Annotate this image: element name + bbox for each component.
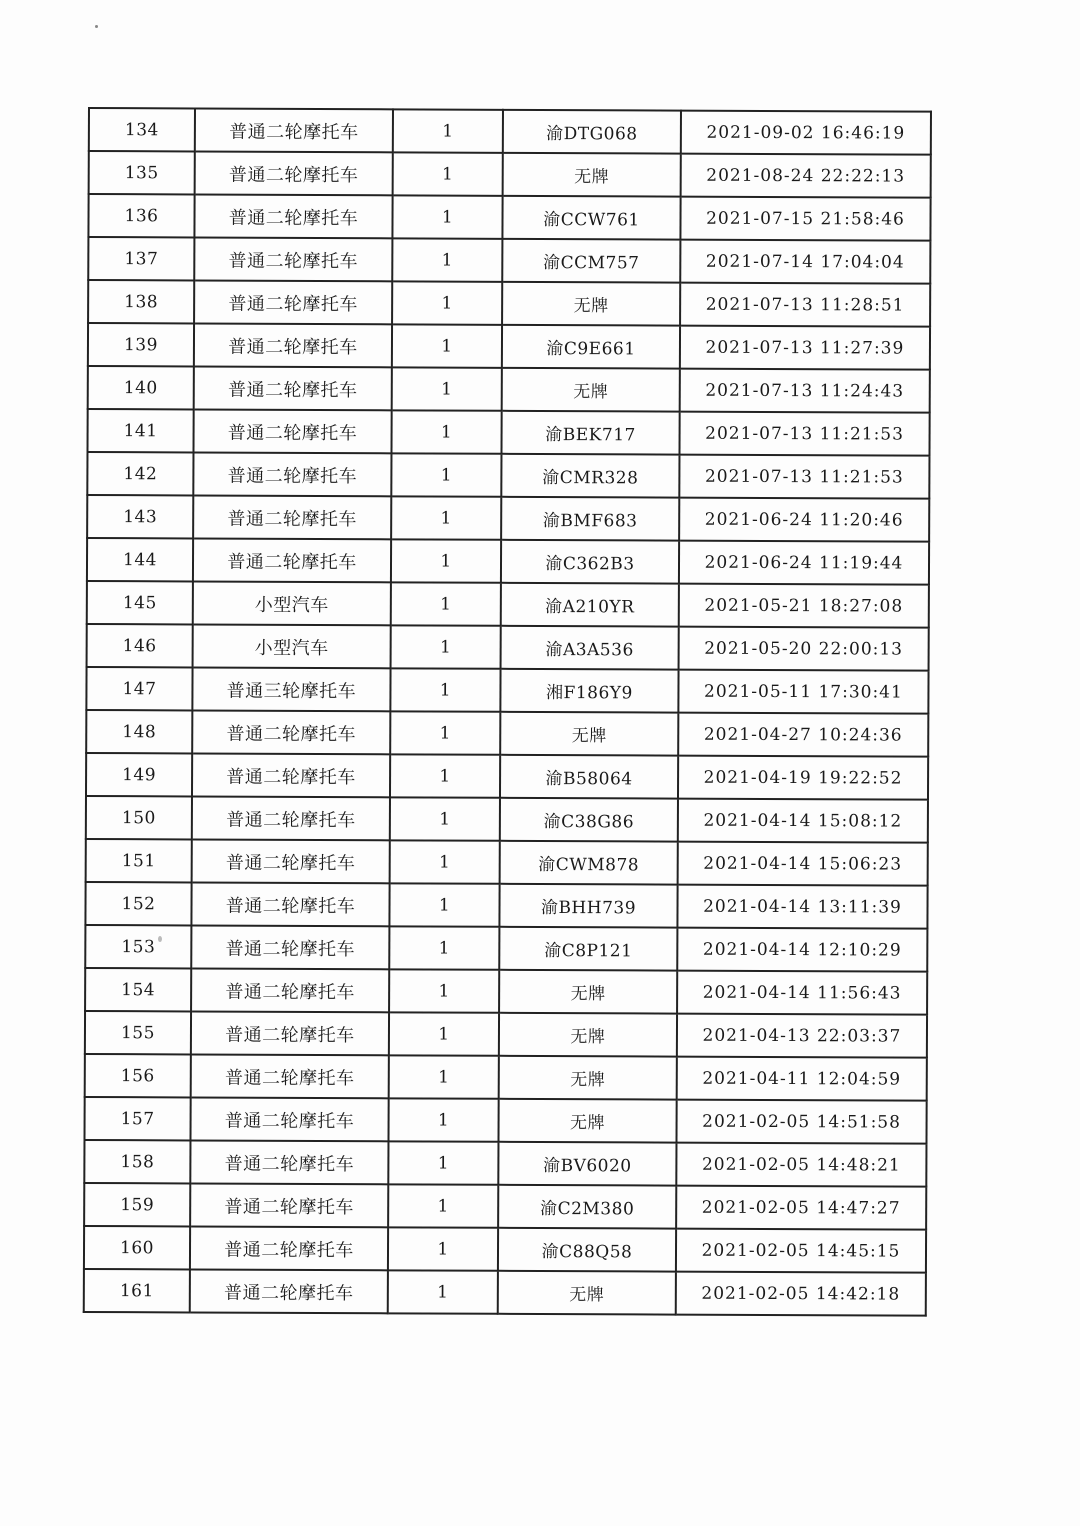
record-number-cell: 159 [84,1183,190,1226]
table-row [86,753,928,800]
record-number-cell: 136 [88,194,194,237]
plate-number-cell: 无牌 [498,1099,676,1143]
records-table-body [84,108,931,1316]
datetime-cell: 2021-04-13 22:03:37 [677,1014,927,1058]
plate-number-cell: 渝C9E661 [502,325,680,369]
plate-number-cell: 渝C2M380 [498,1185,676,1229]
quantity-cell: 1 [390,840,500,883]
datetime-cell: 2021-07-13 11:24:43 [680,369,930,413]
vehicle-type-cell: 普通二轮摩托车 [193,452,391,496]
vehicle-type-cell: 普通二轮摩托车 [195,108,393,152]
table-row [88,237,930,284]
vehicle-type-cell: 普通二轮摩托车 [191,882,389,926]
record-number-cell: 151 [86,839,192,882]
record-number-cell: 135 [89,151,195,194]
quantity-cell: 1 [389,883,499,926]
plate-number-cell: 渝C8P121 [499,927,677,971]
datetime-cell: 2021-04-14 12:10:29 [677,928,927,972]
table-row [85,968,927,1015]
quantity-cell: 1 [392,367,502,410]
plate-number-cell: 渝BV6020 [498,1142,676,1186]
datetime-cell: 2021-04-14 15:06:23 [678,842,928,886]
scan-speck [95,25,98,28]
vehicle-type-cell: 普通二轮摩托车 [191,968,389,1012]
plate-number-cell: 渝B58064 [500,755,678,799]
datetime-cell: 2021-02-05 14:51:58 [676,1100,926,1144]
quantity-cell: 1 [392,324,502,367]
quantity-cell: 1 [391,410,501,453]
plate-number-cell: 无牌 [502,368,680,412]
vehicle-type-cell: 普通二轮摩托车 [193,409,391,453]
record-number-cell: 148 [86,710,192,753]
vehicle-records-table [83,107,932,1317]
vehicle-type-cell: 普通二轮摩托车 [193,538,391,582]
record-number-cell: 150 [86,796,192,839]
vehicle-type-cell: 普通二轮摩托车 [194,237,392,281]
datetime-cell: 2021-04-14 15:08:12 [678,799,928,843]
table-row [87,538,929,585]
quantity-cell: 1 [388,1270,498,1313]
quantity-cell: 1 [392,238,502,281]
quantity-cell: 1 [388,1227,498,1270]
quantity-cell: 1 [389,926,499,969]
quantity-cell: 1 [389,1012,499,1055]
quantity-cell: 1 [388,1141,498,1184]
quantity-cell: 1 [391,625,501,668]
record-number-cell: 145 [87,581,193,624]
vehicle-type-cell: 普通二轮摩托车 [191,1054,389,1098]
vehicle-type-cell: 普通二轮摩托车 [193,495,391,539]
vehicle-type-cell: 普通二轮摩托车 [192,796,390,840]
vehicle-type-cell: 普通二轮摩托车 [191,925,389,969]
record-number-cell: 146 [87,624,193,667]
quantity-cell: 1 [390,711,500,754]
datetime-cell: 2021-09-02 16:46:19 [681,111,931,155]
record-number-cell: 138 [88,280,194,323]
plate-number-cell: 湘F186Y9 [500,669,678,713]
table-row [86,667,928,714]
table-row [87,581,929,628]
vehicle-type-cell: 普通二轮摩托车 [195,151,393,195]
datetime-cell: 2021-08-24 22:22:13 [681,154,931,198]
table-row [87,495,929,542]
plate-number-cell: 渝CCM757 [502,239,680,283]
record-number-cell: 140 [88,366,194,409]
plate-number-cell: 无牌 [499,970,677,1014]
plate-number-cell: 渝C362B3 [501,540,679,584]
plate-number-cell: 渝CMR328 [501,454,679,498]
plate-number-cell: 渝C38G86 [500,798,678,842]
plate-number-cell: 渝BMF683 [501,497,679,541]
table-row [87,452,929,499]
quantity-cell: 1 [391,539,501,582]
record-number-cell: 143 [87,495,193,538]
record-number-cell: 160 [84,1226,190,1269]
plate-number-cell: 渝C88Q58 [498,1228,676,1272]
table-row [86,710,928,757]
table-row [89,151,931,198]
plate-number-cell: 渝A3A536 [501,626,679,670]
vehicle-type-cell: 普通二轮摩托车 [192,710,390,754]
quantity-cell: 1 [392,195,502,238]
plate-number-cell: 渝BEK717 [501,411,679,455]
datetime-cell: 2021-04-27 10:24:36 [678,713,928,757]
quantity-cell: 1 [390,668,500,711]
vehicle-type-cell: 普通三轮摩托车 [192,667,390,711]
vehicle-type-cell: 普通二轮摩托车 [190,1097,388,1141]
table-row [89,108,931,155]
datetime-cell: 2021-07-13 11:21:53 [679,455,929,499]
table-row [84,1097,926,1144]
table-row [85,882,927,929]
datetime-cell: 2021-06-24 11:19:44 [679,541,929,585]
datetime-cell: 2021-05-20 22:00:13 [679,627,929,671]
vehicle-type-cell: 普通二轮摩托车 [194,280,392,324]
plate-number-cell: 渝BHH739 [499,884,677,928]
datetime-cell: 2021-02-05 14:48:21 [676,1143,926,1187]
record-number-cell: 141 [87,409,193,452]
table-row [84,1183,926,1230]
datetime-cell: 2021-04-14 13:11:39 [677,885,927,929]
plate-number-cell: 无牌 [503,153,681,197]
record-number-cell: 155 [85,1011,191,1054]
quantity-cell: 1 [389,969,499,1012]
plate-number-cell: 无牌 [500,712,678,756]
vehicle-type-cell: 普通二轮摩托车 [194,366,392,410]
vehicle-type-cell: 普通二轮摩托车 [190,1226,388,1270]
quantity-cell: 1 [388,1184,498,1227]
record-number-cell: 153 [85,925,191,968]
quantity-cell: 1 [393,109,503,152]
datetime-cell: 2021-07-15 21:58:46 [680,197,930,241]
records-table-wrapper [83,107,920,1317]
vehicle-type-cell: 普通二轮摩托车 [190,1269,388,1313]
table-row [85,925,927,972]
plate-number-cell: 渝DTG068 [503,110,681,154]
quantity-cell: 1 [390,797,500,840]
vehicle-type-cell: 普通二轮摩托车 [191,1011,389,1055]
table-row [86,839,928,886]
scan-speck [158,936,162,942]
record-number-cell: 142 [87,452,193,495]
datetime-cell: 2021-02-05 14:45:15 [676,1229,926,1273]
vehicle-type-cell: 普通二轮摩托车 [194,194,392,238]
record-number-cell: 161 [84,1269,190,1312]
table-row [88,323,930,370]
vehicle-type-cell: 普通二轮摩托车 [190,1140,388,1184]
record-number-cell: 139 [88,323,194,366]
vehicle-type-cell: 普通二轮摩托车 [194,323,392,367]
datetime-cell: 2021-07-13 11:27:39 [680,326,930,370]
datetime-cell: 2021-02-05 14:47:27 [676,1186,926,1230]
quantity-cell: 1 [391,453,501,496]
table-row [84,1140,926,1187]
quantity-cell: 1 [391,582,501,625]
table-row [88,366,930,413]
quantity-cell: 1 [389,1055,499,1098]
plate-number-cell: 无牌 [502,282,680,326]
quantity-cell: 1 [390,754,500,797]
table-row [88,194,930,241]
record-number-cell: 137 [88,237,194,280]
table-row [84,1269,926,1316]
plate-number-cell: 无牌 [499,1013,677,1057]
vehicle-type-cell: 小型汽车 [193,624,391,668]
quantity-cell: 1 [388,1098,498,1141]
plate-number-cell: 渝A210YR [501,583,679,627]
datetime-cell: 2021-04-14 11:56:43 [677,971,927,1015]
record-number-cell: 152 [85,882,191,925]
vehicle-type-cell: 普通二轮摩托车 [192,753,390,797]
record-number-cell: 158 [84,1140,190,1183]
datetime-cell: 2021-07-13 11:28:51 [680,283,930,327]
table-row [85,1054,927,1101]
datetime-cell: 2021-06-24 11:20:46 [679,498,929,542]
vehicle-type-cell: 普通二轮摩托车 [192,839,390,883]
plate-number-cell: 渝CCW761 [502,196,680,240]
table-row [87,624,929,671]
datetime-cell: 2021-07-13 11:21:53 [679,412,929,456]
table-row [87,409,929,456]
record-number-cell: 147 [86,667,192,710]
vehicle-type-cell: 小型汽车 [193,581,391,625]
record-number-cell: 144 [87,538,193,581]
table-row [86,796,928,843]
datetime-cell: 2021-04-19 19:22:52 [678,756,928,800]
vehicle-type-cell: 普通二轮摩托车 [190,1183,388,1227]
datetime-cell: 2021-02-05 14:42:18 [676,1272,926,1316]
plate-number-cell: 无牌 [498,1271,676,1315]
record-number-cell: 154 [85,968,191,1011]
record-number-cell: 149 [86,753,192,796]
datetime-cell: 2021-05-11 17:30:41 [678,670,928,714]
record-number-cell: 156 [85,1054,191,1097]
quantity-cell: 1 [392,281,502,324]
plate-number-cell: 无牌 [499,1056,677,1100]
datetime-cell: 2021-07-14 17:04:04 [680,240,930,284]
record-number-cell: 157 [84,1097,190,1140]
datetime-cell: 2021-04-11 12:04:59 [677,1057,927,1101]
plate-number-cell: 渝CWM878 [500,841,678,885]
table-row [88,280,930,327]
table-row [84,1226,926,1273]
quantity-cell: 1 [391,496,501,539]
record-number-cell: 134 [89,108,195,151]
quantity-cell: 1 [393,152,503,195]
table-row [85,1011,927,1058]
datetime-cell: 2021-05-21 18:27:08 [679,584,929,628]
